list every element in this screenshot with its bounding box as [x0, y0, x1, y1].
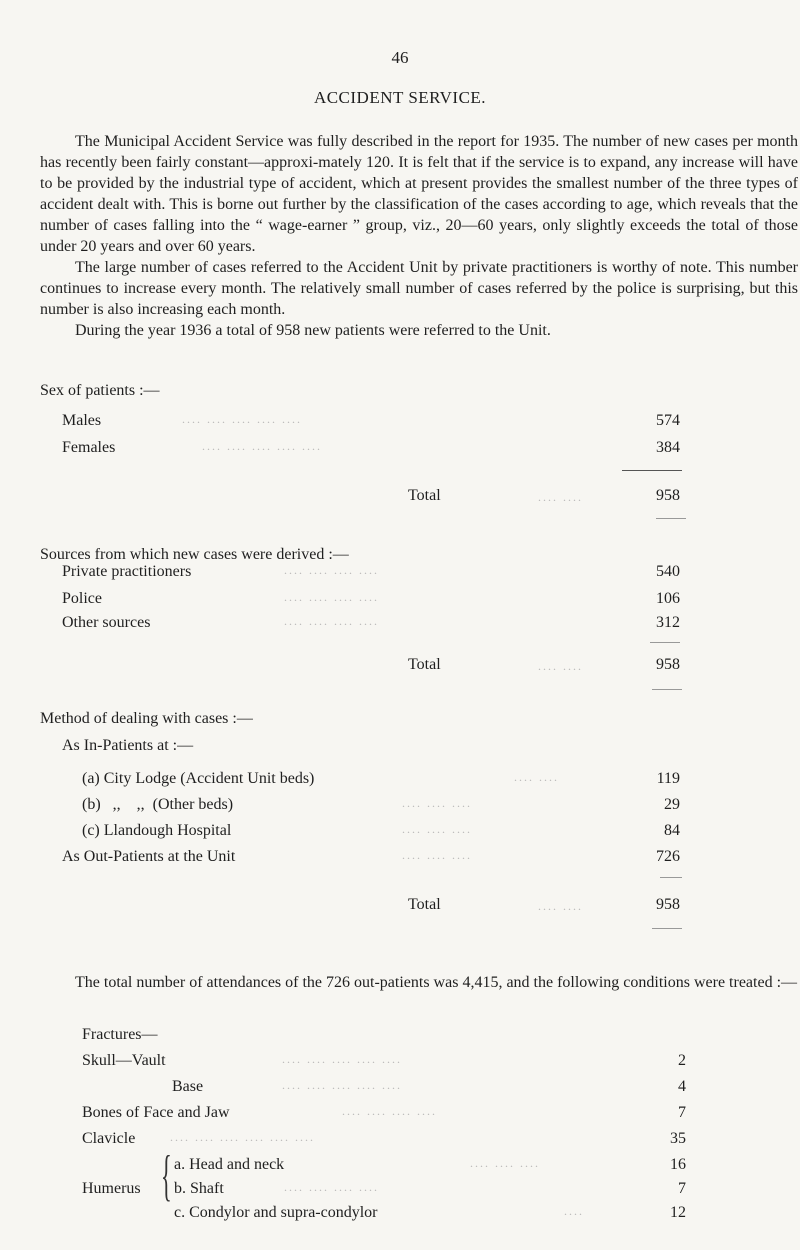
row-value: 4: [678, 1078, 686, 1095]
paragraph: During the year 1936 a total of 958 new patients were referred to the Unit.: [75, 322, 551, 339]
leader-dots: .... .... ....: [402, 822, 472, 836]
row-label: Clavicle: [82, 1130, 136, 1147]
sex-heading: Sex of patients :—: [40, 382, 160, 399]
leader-dots: .... .... .... .... .... ....: [170, 1130, 315, 1144]
table-row: [62, 848, 692, 870]
row-label: Bones of Face and Jaw: [82, 1104, 230, 1121]
row-value: 384: [656, 439, 680, 456]
intro-text: [40, 131, 798, 341]
table-row: [62, 439, 692, 461]
divider: [656, 518, 686, 519]
row-value: 312: [656, 614, 680, 631]
leader-dots: .... ....: [538, 659, 583, 673]
row-value: 726: [656, 848, 680, 865]
table-row: [82, 822, 692, 844]
leader-dots: ....: [564, 1204, 584, 1218]
row-label: Females: [62, 439, 116, 456]
total-value: 958: [656, 896, 680, 913]
leader-dots: .... .... ....: [402, 848, 472, 862]
row-value: 29: [664, 796, 680, 813]
table-row: [62, 614, 692, 636]
leader-dots: .... .... .... ....: [284, 614, 379, 628]
leader-dots: .... .... .... ....: [342, 1104, 437, 1118]
table-row: [62, 412, 692, 434]
row-label: b. Shaft: [174, 1180, 224, 1197]
divider: [622, 470, 682, 471]
brace-icon: {: [161, 1145, 172, 1207]
fractures-heading: Fractures—: [82, 1026, 158, 1043]
leader-dots: .... .... .... .... ....: [182, 412, 302, 426]
row-label: Skull—Vault: [82, 1052, 166, 1069]
leader-dots: .... ....: [538, 899, 583, 913]
row-value: 84: [664, 822, 680, 839]
humerus-label: Humerus: [82, 1180, 141, 1197]
leader-dots: .... .... .... ....: [284, 1180, 379, 1194]
row-label: As Out-Patients at the Unit: [62, 848, 236, 865]
leader-dots: .... ....: [538, 490, 583, 504]
row-label: Other sources: [62, 614, 151, 631]
page-number: 46: [391, 48, 409, 67]
row-label: Base: [172, 1078, 204, 1095]
table-row: [174, 1156, 692, 1178]
row-label: (c) Llandough Hospital: [82, 822, 232, 839]
table-row: [82, 770, 692, 792]
leader-dots: .... .... ....: [470, 1156, 540, 1170]
table-row: [172, 1078, 692, 1100]
row-label: a. Head and neck: [174, 1156, 285, 1173]
method-heading: Method of dealing with cases :—: [40, 710, 253, 727]
divider: [652, 689, 682, 690]
table-row: [82, 796, 692, 818]
divider: [652, 928, 682, 929]
row-label: c. Condylor and supra-condylor: [174, 1204, 378, 1221]
leader-dots: .... .... .... .... ....: [282, 1078, 402, 1092]
divider: [650, 642, 680, 643]
total-row: [620, 896, 682, 918]
paragraph: The Municipal Accident Service was fully described in the report for 1935. The number of new cases per month has recently been fairly constant—approxi-mately 120. It is felt that if the service is to expand, any increase will have to be provided by the industrial type of accident, which at present provides the smallest number of the three types of accident dealt with. This is borne out further by the classification of the cases according to age, which reveals that the number of cases falling into the “ wage-earner ” group, viz., 20—60 years, only slightly exceeds the total of those under 20 years and over 60 years.: [40, 133, 798, 255]
leader-dots: .... .... .... ....: [284, 590, 379, 604]
row-label: (a) City Lodge (Accident Unit beds): [82, 770, 315, 787]
leader-dots: .... ....: [514, 770, 559, 784]
row-value: 540: [656, 563, 680, 580]
row-label: (b) ,, ,, (Other beds): [82, 796, 234, 813]
row-value: 2: [678, 1052, 686, 1069]
attendances-text: [40, 972, 798, 993]
leader-dots: .... .... ....: [402, 796, 472, 810]
total-label: Total: [408, 487, 441, 504]
table-row: [174, 1204, 692, 1226]
total-value: 958: [656, 656, 680, 673]
paragraph: The large number of cases referred to the Accident Unit by private practitioners is worthy of note. This number continues to increase every month. The relatively small number of cases referred by the police is surprising, but this number is also increasing each month.: [40, 259, 798, 318]
row-label: Males: [62, 412, 102, 429]
total-row: [620, 487, 682, 509]
table-row: [174, 1180, 692, 1202]
sources-heading: Sources from which new cases were derived :—: [40, 546, 349, 563]
row-value: 35: [670, 1130, 686, 1147]
row-value: 12: [670, 1204, 686, 1221]
leader-dots: .... .... .... .... ....: [282, 1052, 402, 1066]
row-label: Private practitioners: [62, 563, 192, 580]
table-row: [82, 1104, 692, 1126]
total-label: Total: [408, 656, 441, 673]
row-value: 7: [678, 1180, 686, 1197]
leader-dots: .... .... .... .... ....: [202, 439, 322, 453]
row-label: Police: [62, 590, 102, 607]
total-label: Total: [408, 896, 441, 913]
divider: [660, 877, 682, 878]
table-row: [62, 563, 692, 585]
paragraph: The total number of attendances of the 726 out-patients was 4,415, and the following conditions were treated :—: [75, 974, 798, 991]
method-subheading: As In-Patients at :—: [62, 737, 194, 754]
row-value: 7: [678, 1104, 686, 1121]
row-value: 106: [656, 590, 680, 607]
table-row: [82, 1052, 692, 1074]
total-value: 958: [656, 487, 680, 504]
row-value: 119: [656, 770, 680, 787]
table-row: [82, 1130, 692, 1152]
page-title: ACCIDENT SERVICE.: [313, 88, 487, 107]
table-row: [62, 590, 692, 612]
row-value: 574: [656, 412, 680, 429]
leader-dots: .... .... .... ....: [284, 563, 379, 577]
total-row: [620, 656, 682, 678]
row-value: 16: [670, 1156, 686, 1173]
